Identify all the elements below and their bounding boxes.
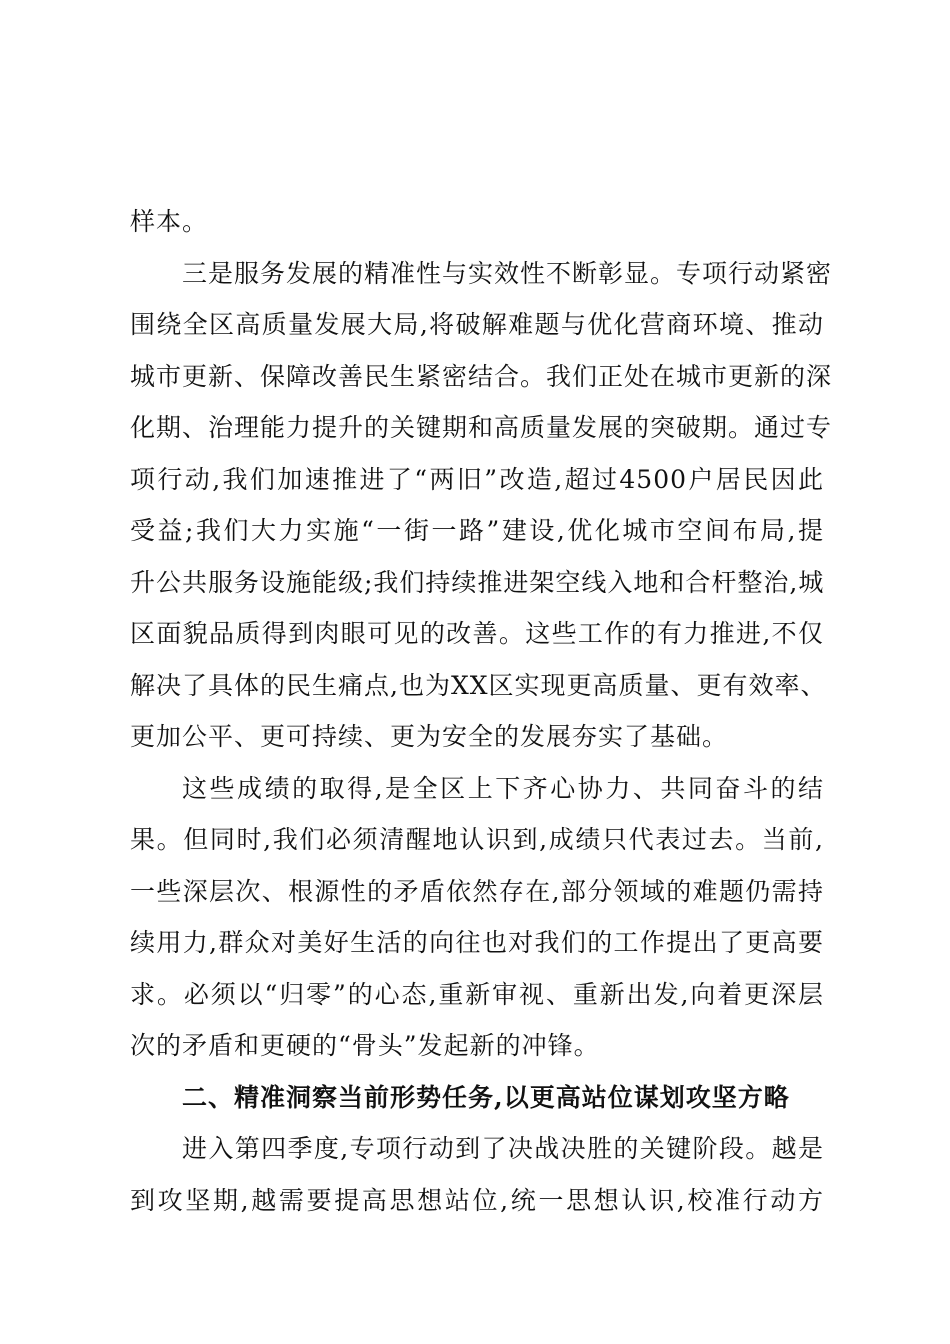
text-line: 续用力,群众对美好生活的向往也对我们的工作提出了更高要 [130, 928, 824, 957]
text-line: 更加公平、更可持续、更为安全的发展夯实了基础。 [130, 722, 729, 751]
paragraph [130, 763, 824, 1072]
text-line: 到攻坚期,越需要提高思想站位,统一思想认识,校准行动方 [130, 1185, 824, 1215]
text-line: 这些成绩的取得,是全区上下齐心协力、共同奋斗的结 [182, 773, 824, 803]
paragraph [130, 196, 824, 248]
paragraph [130, 1123, 824, 1226]
text-line: 样本。 [130, 207, 209, 236]
text-line: 围绕全区高质量发展大局,将破解难题与优化营商环境、推动 [130, 310, 824, 339]
text-line: 求。必须以“归零”的心态,重新审视、重新出发,向着更深层 [130, 979, 824, 1009]
text-line: 区面貌品质得到肉眼可见的改善。这些工作的有力推进,不仅 [130, 619, 824, 648]
document-page [130, 196, 833, 1226]
text-line: 进入第四季度,专项行动到了决战决胜的关键阶段。越是 [182, 1134, 824, 1163]
text-line: 解决了具体的民生痛点,也为XX区实现更高质量、更有效率、 [130, 670, 827, 700]
text-line: 项行动,我们加速推进了“两旧”改造,超过4500户居民因此 [130, 464, 824, 494]
text-line: 升公共服务设施能级;我们持续推进架空线入地和合杆整治,城 [130, 567, 825, 597]
paragraph [130, 248, 833, 763]
text-line: 三是服务发展的精准性与实效性不断彰显。专项行动紧密 [182, 258, 833, 288]
text-line: 果。但同时,我们必须清醒地认识到,成绩只代表过去。当前, [130, 825, 824, 854]
text-line: 化期、治理能力提升的关键期和高质量发展的突破期。通过专 [130, 413, 833, 442]
section-heading [130, 1072, 824, 1124]
text-line: 受益;我们大力实施“一街一路”建设,优化城市空间布局,提 [130, 516, 824, 545]
text-line: 一些深层次、根源性的矛盾依然存在,部分领域的难题仍需持 [130, 876, 824, 906]
text-line: 城市更新、保障改善民生紧密结合。我们正处在城市更新的深 [130, 361, 833, 391]
text-line: 二、精准洞察当前形势任务,以更高站位谋划攻坚方略 [182, 1082, 790, 1112]
text-line: 次的矛盾和更硬的“骨头”发起新的冲锋。 [130, 1031, 600, 1060]
